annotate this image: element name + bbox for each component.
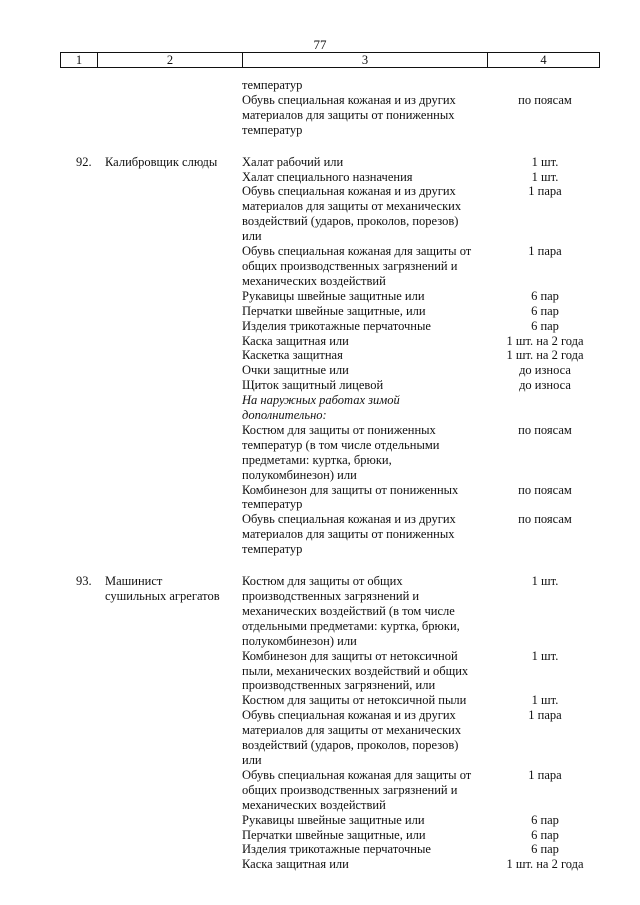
item-text — [242, 78, 487, 93]
item-text — [242, 348, 487, 363]
item-text-line: Обувь специальная кожаная и из других — [242, 512, 456, 527]
item-quantity: 6 пар — [531, 303, 559, 318]
item-text — [242, 334, 487, 349]
item-text — [242, 828, 487, 843]
item-text-line: материалов для защиты от механических — [242, 723, 462, 738]
ppe-item — [242, 708, 562, 768]
item-text-line: пыли, механических воздействий и общих — [242, 663, 469, 678]
item-quantity: 1 шт. — [531, 154, 559, 169]
item-text-line: производственных загрязнений и — [242, 589, 420, 603]
ppe-item — [242, 648, 559, 694]
entry-row — [0, 574, 640, 872]
column-header-1: 1 — [61, 53, 98, 68]
item-text-line: температур — [242, 542, 303, 557]
item-text — [242, 184, 487, 244]
item-text-line: Обувь специальная кожаная и из других — [242, 92, 456, 107]
item-quantity: 1 шт. — [531, 169, 559, 184]
item-text-line: температур — [242, 122, 303, 137]
ppe-item — [242, 842, 559, 857]
item-text-line: полукомбинезон) или — [242, 633, 357, 648]
item-text — [242, 244, 487, 289]
ppe-item — [242, 184, 562, 244]
item-text-line: Рукавицы швейные защитные или — [242, 288, 425, 303]
item-text — [242, 693, 487, 708]
item-text — [242, 708, 487, 768]
item-text-line: Костюм для защиты от пониженных — [242, 422, 436, 437]
ppe-item — [242, 318, 559, 334]
item-text — [242, 363, 487, 378]
document-body — [0, 78, 640, 872]
item-quantity: 6 пар — [531, 318, 559, 333]
item-text-line: общих производственных загрязнений и — [242, 258, 458, 273]
item-text — [242, 378, 487, 393]
item-text-line: Халат специального назначения — [242, 169, 413, 184]
item-text-line: Комбинезон для защиты от пониженных — [242, 482, 459, 497]
column-header-3: 3 — [243, 53, 488, 68]
items-column — [242, 574, 584, 872]
item-text-line: Каскетка защитная — [242, 348, 343, 363]
item-text-line: Костюм для защиты от общих — [242, 574, 403, 589]
item-text-line: Обувь специальная кожаная и из других — [242, 184, 456, 199]
column-header-4: 4 — [488, 53, 600, 68]
item-quantity: до износа — [519, 363, 571, 378]
item-quantity: 1 шт. — [531, 693, 559, 708]
entry-number: 93. — [76, 574, 92, 589]
item-quantity: 6 пар — [531, 842, 559, 857]
ppe-item — [242, 812, 559, 828]
item-quantity: 1 шт. на 2 года — [506, 857, 584, 872]
item-text — [242, 768, 487, 813]
ppe-item — [242, 78, 487, 93]
item-text-line: Халат рабочий или — [242, 154, 344, 169]
ppe-item — [242, 333, 584, 349]
item-quantity: по поясам — [518, 512, 572, 527]
item-text-line: механических воздействий — [242, 273, 386, 288]
item-quantity: 1 шт. — [531, 648, 559, 663]
item-quantity: 1 пара — [528, 767, 562, 782]
item-text-line: предметами: куртка, брюки, — [242, 452, 392, 467]
entry-row — [0, 155, 640, 557]
item-text-line: материалов для защиты от механических — [242, 199, 462, 214]
item-quantity: 6 пар — [531, 812, 559, 827]
item-text — [242, 857, 487, 872]
item-text-line: Комбинезон для защиты от нетоксичной — [242, 648, 458, 663]
item-text-line: воздействий (ударов, проколов, порезов) — [242, 214, 459, 229]
ppe-item — [242, 288, 559, 304]
entry-number: 92. — [76, 154, 92, 169]
item-text — [242, 319, 487, 334]
ppe-item — [242, 169, 559, 185]
entry-spacer — [0, 138, 640, 155]
item-text — [242, 289, 487, 304]
item-text-line: материалов для защиты от пониженных — [242, 527, 455, 542]
item-text — [242, 483, 487, 513]
item-text-line: Изделия трикотажные перчаточные — [242, 842, 431, 857]
item-quantity: по поясам — [518, 422, 572, 437]
ppe-item — [242, 767, 562, 813]
profession-line: Машинист — [105, 574, 163, 589]
note-item — [242, 393, 487, 423]
ppe-item — [242, 512, 572, 557]
ppe-item — [242, 693, 559, 708]
ppe-item — [242, 92, 572, 138]
item-text-line: температур — [242, 78, 303, 92]
item-text-line: Обувь специальная кожаная для защиты от — [242, 244, 472, 259]
item-text — [242, 574, 487, 649]
continuation-block — [0, 78, 640, 138]
item-text-line: Обувь специальная кожаная для защиты от — [242, 767, 472, 782]
item-text-line: Перчатки швейные защитные, или — [242, 303, 426, 318]
item-text-line: общих производственных загрязнений и — [242, 782, 458, 797]
item-text-line: или — [242, 229, 262, 244]
item-text-line: Рукавицы швейные защитные или — [242, 812, 425, 827]
item-text-line: Каска защитная или — [242, 857, 349, 872]
ppe-item — [242, 574, 559, 649]
item-text — [242, 813, 487, 828]
entry-spacer — [0, 557, 640, 574]
item-text-line: Перчатки швейные защитные, или — [242, 827, 426, 842]
ppe-item — [242, 827, 559, 843]
ppe-item — [242, 857, 584, 872]
item-text-line: или — [242, 752, 262, 767]
item-quantity: 1 пара — [528, 708, 562, 723]
item-quantity: по поясам — [518, 92, 572, 107]
item-text — [242, 512, 487, 557]
item-text-line: производственных загрязнений, или — [242, 678, 436, 693]
item-text-line: Обувь специальная кожаная и из других — [242, 708, 456, 723]
item-text-line: температур (в том числе отдельными — [242, 437, 440, 452]
items-column — [242, 78, 572, 138]
ppe-item — [242, 422, 572, 483]
item-text — [242, 93, 487, 138]
item-quantity: 1 пара — [528, 184, 562, 199]
item-text-line: полукомбинезон) или — [242, 467, 357, 482]
ppe-item — [242, 348, 584, 363]
item-quantity — [487, 393, 603, 423]
item-quantity — [487, 78, 603, 93]
item-text-line: дополнительно: — [242, 408, 327, 423]
item-text-line: механических воздействий — [242, 797, 386, 812]
ppe-item — [242, 303, 559, 319]
item-text-line: отдельными предметами: куртка, брюки, — [242, 618, 460, 633]
item-text-line: Каска защитная или — [242, 333, 349, 348]
column-header-table — [60, 52, 600, 68]
item-text-line: материалов для защиты от пониженных — [242, 107, 455, 122]
item-text — [242, 304, 487, 319]
item-quantity: 1 шт. на 2 года — [506, 348, 584, 363]
ppe-item — [242, 154, 559, 170]
item-text-line: воздействий (ударов, проколов, порезов) — [242, 738, 459, 753]
item-text-line: Щиток защитный лицевой — [242, 378, 384, 393]
item-quantity: 6 пар — [531, 288, 559, 303]
item-text — [242, 170, 487, 185]
page-number: 77 — [313, 37, 327, 52]
ppe-item — [242, 363, 571, 378]
profession-line: сушильных агрегатов — [105, 589, 220, 603]
item-text — [242, 649, 487, 694]
item-text — [242, 842, 487, 857]
ppe-item — [242, 244, 562, 289]
entry-profession — [105, 574, 235, 604]
entry-profession — [105, 155, 235, 170]
item-text — [242, 393, 487, 423]
item-text-line: Изделия трикотажные перчаточные — [242, 318, 431, 333]
item-text-line: Очки защитные или — [242, 363, 349, 378]
ppe-item — [242, 482, 572, 513]
item-quantity: 1 пара — [528, 244, 562, 259]
item-quantity: 6 пар — [531, 827, 559, 842]
item-text-line: температур — [242, 497, 303, 512]
item-quantity: 1 шт. — [531, 574, 559, 589]
column-header-2: 2 — [98, 53, 243, 68]
item-quantity: до износа — [519, 378, 571, 393]
item-text-line: Костюм для защиты от нетоксичной пыли — [242, 693, 467, 708]
profession-line: Калибровщик слюды — [105, 154, 218, 169]
item-text — [242, 155, 487, 170]
item-text — [242, 423, 487, 483]
item-text-line: механических воздействий (в том числе — [242, 603, 455, 618]
item-quantity: 1 шт. на 2 года — [506, 333, 584, 348]
ppe-item — [242, 378, 571, 393]
item-text-line: На наружных работах зимой — [242, 393, 400, 408]
item-quantity: по поясам — [518, 482, 572, 497]
items-column — [242, 154, 584, 557]
